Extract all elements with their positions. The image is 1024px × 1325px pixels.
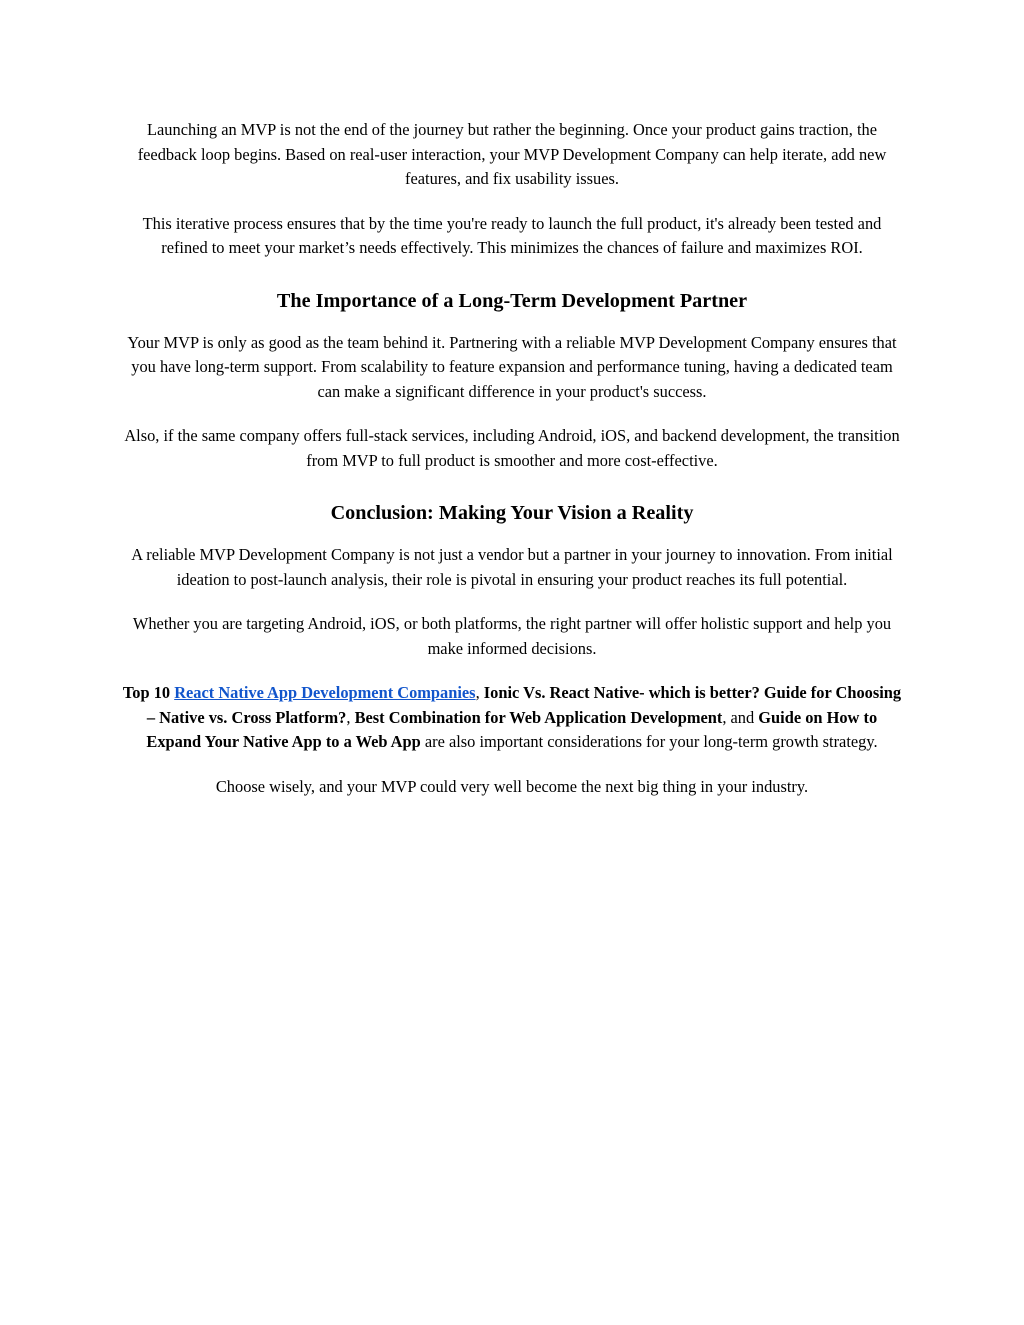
- paragraph-choose-wisely: Choose wisely, and your MVP could very well become the next big thing in your industry.: [215, 776, 809, 796]
- ionic-vs-react-native-text: Ionic Vs. React Native- which is better? Guide for Choosing – Native vs. Cross Platform?: [146, 683, 902, 727]
- document-page: [122, 118, 902, 799]
- best-combination-text: Best Combination for Web Application Development: [354, 707, 723, 727]
- paragraph-reliable-partner: A reliable MVP Development Company is not just a vendor but a partner in your journey to innovation. From initial ideation to post-launch analysis, their role is pivotal in ensuring your product reaches its full potential.: [131, 545, 893, 589]
- links-suffix: are also important considerations for your long-term growth strategy.: [420, 732, 878, 751]
- react-native-companies-link[interactable]: React Native App Development Companies: [174, 683, 476, 702]
- paragraph-full-stack: Also, if the same company offers full-stack services, including Android, iOS, and backend development, the transition from MVP to full product is smoother and more cost-effective.: [124, 426, 900, 470]
- links-prefix: Top 10: [122, 683, 175, 702]
- heading-conclusion: Conclusion: Making Your Vision a Reality: [330, 502, 694, 524]
- links-separator-2: ,: [346, 707, 355, 727]
- paragraph-related-links: [122, 681, 902, 755]
- heading-importance: The Importance of a Long-Term Development Partner: [276, 289, 748, 312]
- paragraph-team-partner: Your MVP is only as good as the team behind it. Partnering with a reliable MVP Development Company ensures that you have long-term support. From scalability to feature expansion and performance tuning, having a dedicated team can make a significant difference in your product's success.: [127, 332, 897, 401]
- paragraph-mvp-launch: Launching an MVP is not the end of the journey but rather the beginning. Once your product gains traction, the feedback loop begins. Based on real-user interaction, your MVP Development Company can help iterate, add new features, and fix usability issues.: [137, 120, 887, 188]
- paragraph-platforms: Whether you are targeting Android, iOS, or both platforms, the right partner will offer holistic support and help you make informed decisions.: [132, 614, 892, 658]
- expand-native-app-text: Guide on How to Expand Your Native App to a Web App: [146, 707, 878, 751]
- paragraph-iterative-process: This iterative process ensures that by the time you're ready to launch the full product, it's already been tested and refined to meet your market’s needs effectively. This minimizes the chances of failure and maximizes ROI.: [142, 213, 882, 257]
- links-separator-1: ,: [475, 683, 484, 702]
- links-separator-3: , and: [722, 707, 759, 727]
